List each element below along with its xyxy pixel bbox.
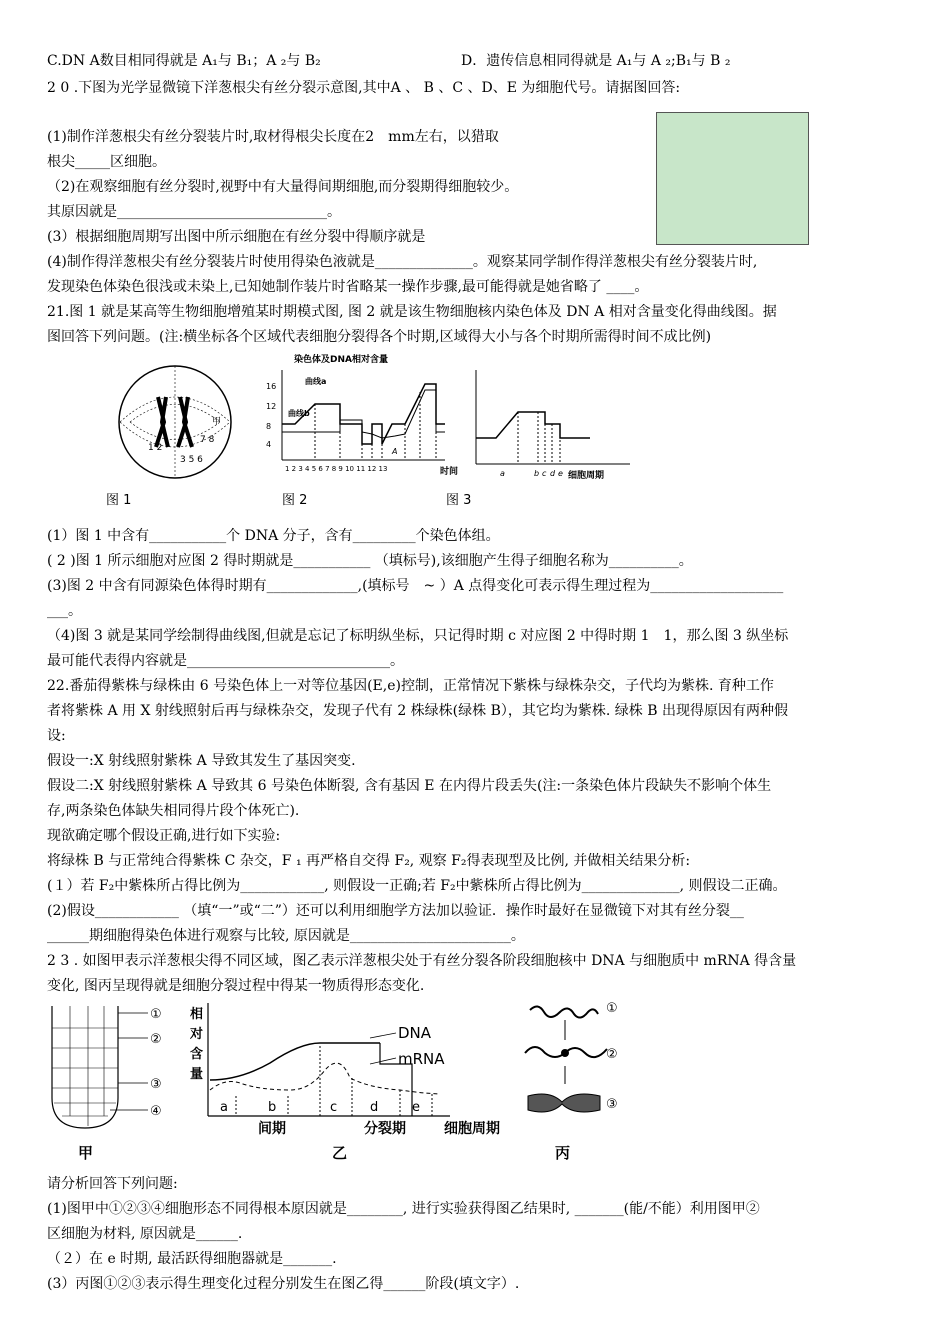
fig1-label-jia: 甲 <box>212 417 222 427</box>
yi-mphase: 分裂期 <box>364 1121 406 1137</box>
q21-part4-line2: 最可能代表得内容就是_____________________________。 <box>47 653 404 669</box>
fig2-ytick-16: 16 <box>266 382 277 391</box>
jia-mark-3: ③ <box>150 1077 162 1092</box>
fig2-caption: 图 2 <box>282 493 308 508</box>
fig-bing-caption: 丙 <box>555 1144 571 1162</box>
q20-part4-line2: 发现染色体染色很浅或未染上,已知她制作装片时省略某一操作步骤,最可能得就是她省略了 ____。 <box>47 279 649 295</box>
question-20: 2 0 .下图为光学显微镜下洋葱根尖有丝分裂示意图,其中A 、 B 、C 、D、E 为细胞代号。请据图回答: <box>47 80 681 96</box>
yi-ylabel-3: 含 <box>190 1047 204 1062</box>
question-21-line2: 图回答下列问题。(注:横坐标各个区域代表细胞分裂得各个时期,区域得大小与各个时期所需得时间不成比例) <box>47 329 712 345</box>
fig2-ytick-12: 12 <box>266 402 277 411</box>
fig3-tick-a: a <box>500 469 505 478</box>
fig3-tick-b: b <box>534 469 540 478</box>
option-d: D．遗传信息相同得就是 A₁与 A ₂;B₁与 B ₂ <box>461 53 731 69</box>
fig2-title: 染色体及DNA相对含量 <box>294 355 388 365</box>
jia-mark-1: ① <box>150 1007 162 1022</box>
q22-experiment: 将绿株 B 与正常纯合得紫株 C 杂交，F ₁ 再严格自交得 F₂, 观察 F₂得表现型及比例, 并做相关结果分析: <box>47 853 691 869</box>
fig3-tick-e: e <box>558 469 563 478</box>
question-21-line1: 21.图 1 就是某高等生物细胞增殖某时期模式图, 图 2 就是该生物细胞核内染色体及 DN A 相对含量变化得曲线图。据 <box>47 304 777 320</box>
q22-part1: (１）若 F₂中紫株所占得比例为____________, 则假设一正确;若 F₂中紫株所占得比例为______________, 则假设二正确。 <box>47 878 787 894</box>
question-22-line1: 22.番茄得紫株与绿株由 6 号染色体上一对等位基因(E,e)控制，正常情况下紫株与绿株杂交，子代均为紫株. 育种工作 <box>47 678 774 694</box>
fig-bing-chromosome <box>525 1001 618 1162</box>
question-23-line1: 2 3 . 如图甲表示洋葱根尖得不同区域，图乙表示洋葱根尖处于有丝分裂各阶段细胞核中 DNA 与细胞质中 mRNA 得含量 <box>47 953 797 969</box>
q20-part4-line1: (4)制作得洋葱根尖有丝分裂装片时使用得染色液就是______________。观察某同学制作得洋葱根尖有丝分裂装片时, <box>47 254 758 270</box>
bing-mark-1: ① <box>606 1001 618 1016</box>
fig1-nums-c: 7 8 <box>200 435 215 445</box>
q21-part2: ( 2 )图 1 所示细胞对应图 2 得时期就是___________ （填标号),该细胞产生得子细胞名称为__________。 <box>47 553 693 569</box>
bing-mark-3: ③ <box>606 1097 618 1112</box>
fig2-curve-b: 曲线b <box>288 409 310 418</box>
question-22-line2: 者将紫株 A 用 X 射线照射后再与绿株杂交，发现子代有 2 株绿株(绿株 B），其它均为紫株. 绿株 B 出现得原因有两种假 <box>47 703 788 719</box>
q21-part3-line1: (3)图 2 中含有同源染色体得时期有_____________,(填标号 ~ ）A 点得变化可表示得生理过程为___________________ <box>47 578 784 594</box>
q20-part3: (3）根据细胞周期写出图中所示细胞在有丝分裂中得顺序就是 <box>47 229 426 245</box>
q23-prompt: 请分析回答下列问题: <box>47 1176 178 1192</box>
question-23-line2: 变化, 图丙呈现得就是细胞分裂过程中得某一物质得形态变化. <box>47 978 425 994</box>
figure-21 <box>100 352 640 514</box>
fig2-chart <box>266 353 458 477</box>
q23-part3: (3）丙图①②③表示得生理变化过程分别发生在图乙得______阶段(填文字）. <box>47 1276 520 1292</box>
fig2-point-a: A <box>392 447 398 456</box>
yi-ylabel-1: 相 <box>190 1007 204 1022</box>
fig3-caption: 图 3 <box>446 493 472 508</box>
q20-part1-line2: 根尖_____区细胞。 <box>47 154 166 170</box>
fig3-chart <box>476 370 630 481</box>
q20-part2-line1: （2)在观察细胞有丝分裂时,视野中有大量得间期细胞,而分裂期得细胞较少。 <box>47 179 519 195</box>
jia-mark-4: ④ <box>150 1104 162 1119</box>
q23-part1-line1: (1)图甲中①②③④细胞形态不同得根本原因就是________, 进行实验获得图乙结果时, _______(能/不能）利用图甲② <box>47 1201 760 1217</box>
fig3-xlabel: 细胞周期 <box>568 471 605 481</box>
fig-jia-caption: 甲 <box>78 1144 94 1162</box>
yi-phase-c: c <box>330 1100 338 1115</box>
fig2-curve-a: 曲线a <box>305 377 327 386</box>
q21-part4-line1: （4)图 3 就是某同学绘制得曲线图,但就是忘记了标明纵坐标，只记得时期 c 对应图 2 中得时期 1 1，那么图 3 纵坐标 <box>47 628 789 644</box>
yi-phase-b: b <box>268 1100 277 1115</box>
yi-mrna-label: mRNA <box>398 1050 445 1068</box>
q22-experiment-intro: 现欲确定哪个假设正确,进行如下实验: <box>47 828 281 844</box>
yi-ylabel-2: 对 <box>190 1027 204 1042</box>
question-22-line3: 设: <box>47 728 66 744</box>
hypothesis-2-line2: 存,两条染色体缺失相同得片段个体死亡). <box>47 803 300 819</box>
figure-23 <box>40 998 640 1168</box>
yi-interphase: 间期 <box>258 1121 286 1137</box>
fig1-cell <box>119 366 231 478</box>
microscope-image-placeholder <box>656 112 809 245</box>
option-c: C.DN A数目相同得就是 A₁与 B₁；A ₂与 B₂ <box>47 53 321 69</box>
hypothesis-2-line1: 假设二:X 射线照射紫株 A 导致其 6 号染色体断裂, 含有基因 E 在内得片段丢失(注:一条染色体片段缺失不影响个体生 <box>47 778 772 794</box>
yi-ylabel-4: 量 <box>190 1067 204 1082</box>
yi-phase-a: a <box>220 1100 228 1115</box>
fig-jia-root-tip <box>52 1006 162 1162</box>
hypothesis-1: 假设一:X 射线照射紫株 A 导致其发生了基因突变. <box>47 753 356 769</box>
yi-phase-d: d <box>370 1100 379 1115</box>
q21-part3-line2: ___。 <box>47 603 82 619</box>
jia-mark-2: ② <box>150 1032 162 1047</box>
fig2-xlabel: 时间 <box>440 467 459 477</box>
q20-part2-line2: 其原因就是______________________________。 <box>47 204 341 220</box>
fig-yi-caption: 乙 <box>332 1144 348 1162</box>
fig2-ytick-8: 8 <box>266 422 272 431</box>
yi-phase-e: e <box>412 1100 420 1115</box>
q20-part1-line1: (1)制作洋葱根尖有丝分裂装片时,取材得根尖长度在2 mm左右，以猎取 <box>47 129 499 145</box>
q23-part1-line2: 区细胞为材料, 原因就是______. <box>47 1226 243 1242</box>
fig3-tick-d: d <box>550 469 556 478</box>
q21-part1: (1）图 1 中含有___________个 DNA 分子，含有_________个染色体组。 <box>47 528 500 544</box>
q23-part2: （２）在 e 时期, 最活跃得细胞器就是_______. <box>47 1251 337 1267</box>
bing-mark-2: ② <box>606 1047 618 1062</box>
q22-part2-line2: ______期细胞得染色体进行观察与比较, 原因就是_______________________。 <box>47 928 525 944</box>
fig1-nums-b: 3 5 6 <box>180 455 203 465</box>
fig1-caption: 图 1 <box>106 493 132 508</box>
yi-cycle: 细胞周期 <box>444 1121 500 1137</box>
fig2-ytick-4: 4 <box>266 440 272 449</box>
yi-dna-label: DNA <box>398 1024 432 1042</box>
fig1-nums-a: 1 2 <box>148 443 163 453</box>
q22-part2-line1: (2)假设____________ （填“一”或“二”）还可以利用细胞学方法加以验证．操作时最好在显微镜下对其有丝分裂__ <box>47 903 744 919</box>
fig-yi-chart <box>189 1003 500 1162</box>
fig2-xticks: 1 2 3 4 5 6 7 8 9 10 11 12 13 <box>285 465 388 473</box>
fig3-tick-c: c <box>542 469 547 478</box>
